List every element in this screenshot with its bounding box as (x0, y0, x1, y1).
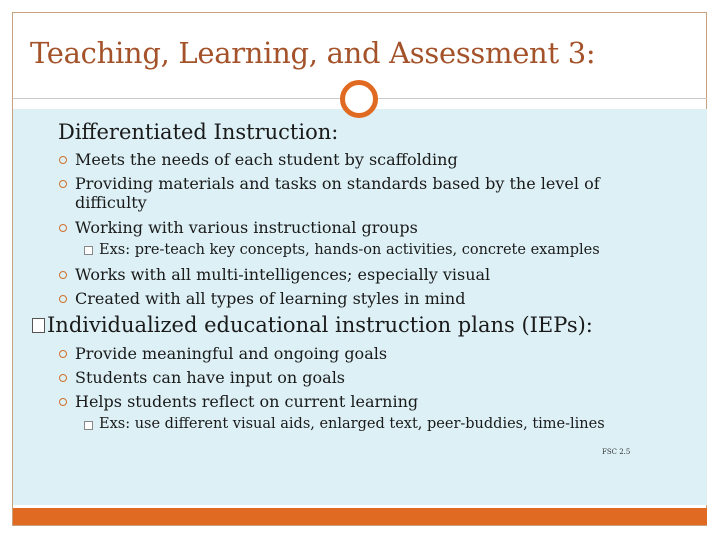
list-item: Students can have input on goals (75, 368, 346, 387)
bullet-square-icon (32, 318, 45, 333)
bullet-square-icon (84, 421, 93, 430)
sub-list-item: Exs: pre-teach key concepts, hands-on activities, concrete examples (99, 242, 600, 258)
bullet-circle-icon (59, 350, 67, 358)
bullet-circle-icon (59, 398, 67, 406)
footnote: FSC 2.5 (602, 448, 631, 456)
sub-list-item: Exs: use different visual aids, enlarged text, peer-buddies, time-lines (99, 416, 605, 432)
list-item: Working with various instructional groups (75, 218, 418, 237)
bullet-square-icon (84, 246, 93, 255)
circle-ornament-icon (340, 80, 378, 118)
list-item: Meets the needs of each student by scaffolding (75, 150, 458, 169)
section1-heading: Differentiated Instruction: (58, 120, 339, 144)
bullet-circle-icon (59, 224, 67, 232)
list-item: Providing materials and tasks on standards based by the level of (75, 174, 600, 193)
section2-heading: Individualized educational instruction plans (IEPs): (47, 313, 593, 337)
list-item: Provide meaningful and ongoing goals (75, 344, 388, 363)
bullet-circle-icon (59, 295, 67, 303)
list-item: Helps students reflect on current learning (75, 392, 419, 411)
bullet-circle-icon (59, 156, 67, 164)
bullet-circle-icon (59, 271, 67, 279)
list-item: Created with all types of learning styles in mind (75, 289, 466, 308)
list-item-continuation: difficulty (75, 193, 147, 212)
slide-title: Teaching, Learning, and Assessment 3: (30, 36, 596, 70)
bullet-circle-icon (59, 374, 67, 382)
bottom-accent-bar (13, 508, 707, 525)
list-item: Works with all multi-intelligences; especially visual (75, 265, 491, 284)
bullet-circle-icon (59, 180, 67, 188)
